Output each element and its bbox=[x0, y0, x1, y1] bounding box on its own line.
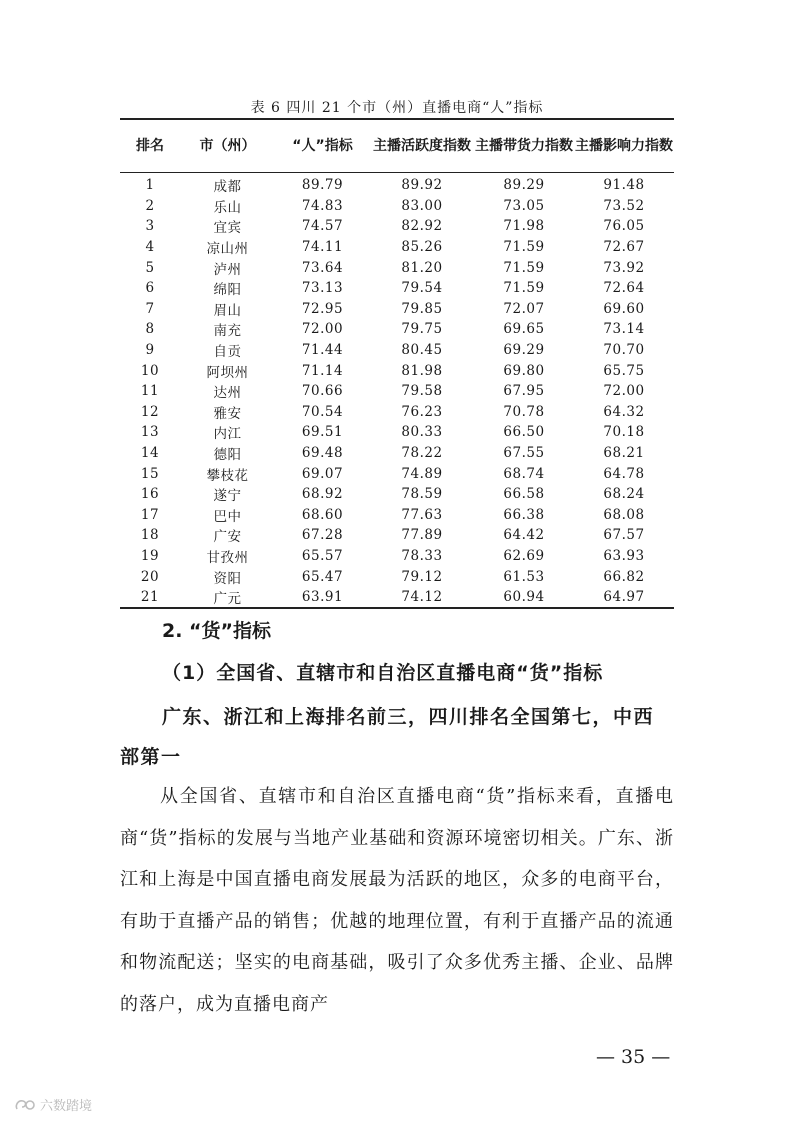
table-row bbox=[120, 402, 674, 423]
people-index-cell: 69.07 bbox=[301, 465, 344, 482]
rank-cell: 19 bbox=[140, 547, 160, 564]
influence-index-cell: 67.57 bbox=[603, 527, 645, 544]
rank-cell: 9 bbox=[145, 342, 155, 359]
city-index-table bbox=[120, 118, 674, 609]
people-index-cell: 74.83 bbox=[301, 197, 344, 214]
rank-cell: 4 bbox=[145, 239, 155, 256]
sales-index-cell: 66.50 bbox=[503, 424, 545, 441]
people-index-cell: 74.57 bbox=[301, 218, 344, 235]
table-row bbox=[120, 546, 674, 567]
activity-index-cell: 80.33 bbox=[401, 424, 443, 441]
people-index-cell: 70.66 bbox=[301, 383, 344, 400]
rank-cell: 11 bbox=[140, 383, 160, 400]
page-number: — 35 — bbox=[596, 1046, 671, 1068]
people-index-cell: 68.60 bbox=[301, 506, 344, 523]
table-row bbox=[120, 257, 674, 278]
subsection-heading: （1）全国省、直辖市和自治区直播电商“货”指标 bbox=[162, 662, 604, 684]
activity-index-cell: 79.54 bbox=[401, 280, 443, 297]
city-cell: 遂宁 bbox=[213, 488, 242, 505]
table-row bbox=[120, 360, 674, 381]
header-sales-index: 主播带货力指数 bbox=[474, 119, 574, 173]
city-cell: 雅安 bbox=[213, 405, 242, 422]
people-index-cell: 73.64 bbox=[301, 259, 344, 276]
people-index-cell: 89.79 bbox=[301, 177, 344, 194]
people-index-cell: 67.28 bbox=[301, 527, 344, 544]
people-index-cell: 70.54 bbox=[301, 403, 344, 420]
influence-index-cell: 69.60 bbox=[603, 300, 645, 317]
city-cell: 攀枝花 bbox=[206, 467, 249, 484]
city-cell: 宜宾 bbox=[213, 220, 242, 237]
sales-index-cell: 71.98 bbox=[503, 218, 545, 235]
influence-index-cell: 68.24 bbox=[603, 486, 645, 503]
city-cell: 泸州 bbox=[213, 261, 242, 278]
activity-index-cell: 74.89 bbox=[401, 465, 443, 482]
rank-cell: 15 bbox=[140, 465, 160, 482]
header-people-index: “人”指标 bbox=[275, 119, 370, 173]
header-rank: 排名 bbox=[120, 119, 180, 173]
table-row bbox=[120, 566, 674, 587]
influence-index-cell: 64.32 bbox=[603, 403, 645, 420]
rank-cell: 18 bbox=[140, 527, 160, 544]
people-index-cell: 73.13 bbox=[301, 280, 344, 297]
body-paragraph: 从全国省、直辖市和自治区直播电商“货”指标来看，直播电商“货”指标的发展与当地产业基础和资源环境密切相关。广东、浙江和上海是中国直播电商发展最为活跃的地区，众多的电商平台，有助于直播产品的销售；优越的地理位置，有利于直播产品的流通和物流配送；坚实的电商基础，吸引了众多优秀主播、企业、品牌的落户，成为直播电商产 bbox=[120, 786, 674, 1015]
sales-index-cell: 66.38 bbox=[503, 506, 545, 523]
city-cell: 眉山 bbox=[213, 302, 242, 319]
table-row bbox=[120, 422, 674, 443]
sales-index-cell: 67.55 bbox=[503, 445, 545, 462]
activity-index-cell: 81.20 bbox=[401, 259, 443, 276]
table-row bbox=[120, 173, 674, 196]
influence-index-cell: 73.14 bbox=[603, 321, 645, 338]
influence-index-cell: 68.08 bbox=[603, 506, 645, 523]
city-cell: 成都 bbox=[213, 179, 242, 196]
influence-index-cell: 64.78 bbox=[603, 465, 645, 482]
table-row bbox=[120, 237, 674, 258]
activity-index-cell: 77.89 bbox=[401, 527, 443, 544]
influence-index-cell: 72.00 bbox=[603, 383, 645, 400]
watermark-logo-icon bbox=[14, 1097, 36, 1113]
sales-index-cell: 71.59 bbox=[503, 239, 545, 256]
table-row bbox=[120, 505, 674, 526]
table-row bbox=[120, 381, 674, 402]
rank-cell: 14 bbox=[140, 445, 160, 462]
people-index-cell: 71.44 bbox=[301, 342, 344, 359]
influence-index-cell: 76.05 bbox=[603, 218, 645, 235]
city-cell: 自贡 bbox=[213, 344, 242, 361]
rank-cell: 20 bbox=[140, 568, 160, 585]
rank-cell: 6 bbox=[145, 280, 155, 297]
activity-index-cell: 78.59 bbox=[401, 486, 443, 503]
activity-index-cell: 81.98 bbox=[401, 362, 443, 379]
sales-index-cell: 64.42 bbox=[503, 527, 545, 544]
sales-index-cell: 62.69 bbox=[503, 547, 545, 564]
activity-index-cell: 78.33 bbox=[401, 547, 443, 564]
table-row bbox=[120, 216, 674, 237]
people-index-cell: 71.14 bbox=[301, 362, 344, 379]
activity-index-cell: 89.92 bbox=[401, 177, 443, 194]
rank-cell: 3 bbox=[145, 218, 155, 235]
sales-index-cell: 60.94 bbox=[474, 587, 574, 609]
city-cell: 内江 bbox=[213, 426, 242, 443]
activity-index-cell: 79.58 bbox=[401, 383, 443, 400]
rank-cell: 12 bbox=[140, 403, 160, 420]
activity-index-cell: 85.26 bbox=[401, 239, 443, 256]
rank-cell: 17 bbox=[140, 506, 160, 523]
city-cell: 资阳 bbox=[213, 570, 242, 587]
table-row bbox=[120, 484, 674, 505]
city-cell: 广安 bbox=[213, 529, 242, 546]
people-index-cell: 72.00 bbox=[301, 321, 344, 338]
activity-index-cell: 79.12 bbox=[401, 568, 443, 585]
table-row bbox=[120, 196, 674, 217]
activity-index-cell: 82.92 bbox=[401, 218, 443, 235]
sales-index-cell: 69.65 bbox=[503, 321, 545, 338]
activity-index-cell: 74.12 bbox=[370, 587, 474, 609]
header-activity-index: 主播活跃度指数 bbox=[370, 119, 474, 173]
rank-cell: 5 bbox=[145, 259, 155, 276]
city-cell: 广元 bbox=[180, 587, 275, 609]
sales-index-cell: 89.29 bbox=[503, 177, 545, 194]
table-body bbox=[120, 173, 674, 609]
sales-index-cell: 72.07 bbox=[503, 300, 545, 317]
sales-index-cell: 73.05 bbox=[503, 197, 545, 214]
rank-cell: 16 bbox=[140, 486, 160, 503]
people-index-cell: 74.11 bbox=[301, 239, 344, 256]
table-header-row bbox=[120, 119, 674, 173]
sales-index-cell: 71.59 bbox=[503, 259, 545, 276]
sales-index-cell: 69.80 bbox=[503, 362, 545, 379]
table-row bbox=[120, 299, 674, 320]
influence-index-cell: 73.52 bbox=[603, 197, 645, 214]
table-row bbox=[120, 525, 674, 546]
people-index-cell: 65.47 bbox=[301, 568, 344, 585]
activity-index-cell: 78.22 bbox=[401, 445, 443, 462]
city-cell: 乐山 bbox=[213, 199, 242, 216]
people-index-cell: 68.92 bbox=[301, 486, 344, 503]
influence-index-cell: 72.64 bbox=[603, 280, 645, 297]
activity-index-cell: 79.75 bbox=[401, 321, 443, 338]
finding-heading: 广东、浙江和上海排名前三，四川排名全国第七，中西部第一 bbox=[120, 706, 655, 768]
rank-cell: 1 bbox=[145, 177, 155, 194]
rank-cell: 2 bbox=[145, 197, 155, 214]
sales-index-cell: 61.53 bbox=[503, 568, 545, 585]
city-cell: 阿坝州 bbox=[206, 364, 249, 381]
city-cell: 甘孜州 bbox=[206, 549, 249, 566]
people-index-cell: 69.48 bbox=[301, 445, 344, 462]
city-cell: 巴中 bbox=[213, 508, 242, 525]
header-influence-index: 主播影响力指数 bbox=[574, 119, 674, 173]
influence-index-cell: 70.70 bbox=[603, 342, 645, 359]
watermark-text: 六数踏境 bbox=[40, 1099, 93, 1114]
city-cell: 绵阳 bbox=[213, 282, 242, 299]
influence-index-cell: 68.21 bbox=[603, 445, 645, 462]
people-index-cell: 65.57 bbox=[301, 547, 344, 564]
influence-index-cell: 72.67 bbox=[603, 239, 645, 256]
people-index-cell: 69.51 bbox=[301, 424, 344, 441]
table-row bbox=[120, 587, 674, 609]
activity-index-cell: 83.00 bbox=[401, 197, 443, 214]
sales-index-cell: 68.74 bbox=[503, 465, 545, 482]
table-row bbox=[120, 340, 674, 361]
sales-index-cell: 70.78 bbox=[503, 403, 545, 420]
table-row bbox=[120, 319, 674, 340]
influence-index-cell: 66.82 bbox=[603, 568, 645, 585]
city-cell: 凉山州 bbox=[206, 241, 249, 258]
table-row bbox=[120, 443, 674, 464]
rank-cell: 21 bbox=[120, 587, 180, 609]
sales-index-cell: 67.95 bbox=[503, 383, 545, 400]
activity-index-cell: 80.45 bbox=[401, 342, 443, 359]
activity-index-cell: 76.23 bbox=[401, 403, 443, 420]
table-row bbox=[120, 278, 674, 299]
influence-index-cell: 64.97 bbox=[574, 587, 674, 609]
activity-index-cell: 79.85 bbox=[401, 300, 443, 317]
sales-index-cell: 69.29 bbox=[503, 342, 545, 359]
influence-index-cell: 63.93 bbox=[603, 547, 645, 564]
influence-index-cell: 91.48 bbox=[603, 177, 645, 194]
section-heading: 2. “货”指标 bbox=[162, 620, 272, 642]
table-caption: 表 6 四川 21 个市（州）直播电商“人”指标 bbox=[250, 100, 544, 116]
influence-index-cell: 73.92 bbox=[603, 259, 645, 276]
rank-cell: 8 bbox=[145, 321, 155, 338]
rank-cell: 13 bbox=[140, 424, 160, 441]
city-cell: 南充 bbox=[213, 323, 242, 340]
city-cell: 德阳 bbox=[213, 447, 242, 464]
influence-index-cell: 65.75 bbox=[603, 362, 645, 379]
watermark bbox=[14, 1095, 92, 1114]
activity-index-cell: 77.63 bbox=[401, 506, 443, 523]
rank-cell: 7 bbox=[145, 300, 155, 317]
rank-cell: 10 bbox=[140, 362, 160, 379]
people-index-cell: 63.91 bbox=[275, 587, 370, 609]
city-cell: 达州 bbox=[213, 385, 242, 402]
header-city: 市（州） bbox=[180, 119, 275, 173]
people-index-cell: 72.95 bbox=[301, 300, 344, 317]
table-row bbox=[120, 463, 674, 484]
influence-index-cell: 70.18 bbox=[603, 424, 645, 441]
sales-index-cell: 66.58 bbox=[503, 486, 545, 503]
sales-index-cell: 71.59 bbox=[503, 280, 545, 297]
